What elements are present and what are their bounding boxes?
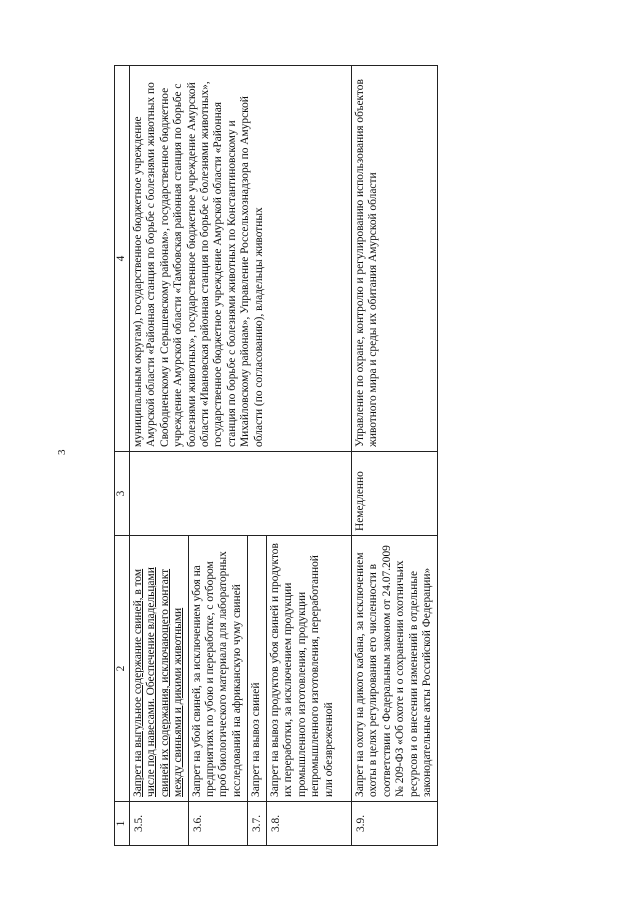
- measure-cell: Запрет на вывоз свиней: [247, 536, 266, 802]
- term-cell: Немедленно: [352, 452, 438, 536]
- table-row: [352, 66, 438, 846]
- table-row: [130, 66, 189, 846]
- header-col-2: 2: [115, 536, 130, 802]
- measure-cell: Запрет на убой свиней, за исключением убоя на предприятиях по убою и переработке, с отбором проб биологического материала для лабораторных исследований на африканскую чуму свиней: [188, 536, 247, 802]
- row-number: 3.8.: [267, 802, 352, 846]
- rotated-table-container: [114, 66, 438, 846]
- measure-cell: [130, 536, 189, 802]
- measure-cell: Запрет на охоту на дикого кабана, за исключением охоты в целях регулирования его численности в соответствии с Федеральным законом от 24.07.2009 № 209-ФЗ «Об охоте и о сохранении охотничьих ресурсов и о внесении изменений в отдельные законодательные акты Российской Федерации»: [352, 536, 438, 802]
- row-number: 3.5.: [130, 802, 189, 846]
- row-number: 3.6.: [188, 802, 247, 846]
- responsible-cell: Управление по охране, контролю и регулированию использования объектов животного мира и среды их обитания Амурской области: [352, 66, 438, 452]
- responsible-cell: муниципальным округам), государственное бюджетное учреждение Амурской области «Районная станция по борьбе с болезнями животных по Свободненскому и Серышевскому районам», государственное бюджетное учреждение Амурской области «Тамбовская районная станция по борьбе с болезнями животных», государственное бюджетное учреждение Амурской области «Ивановская районная станция по борьбе с болезнями животных», государственное бюджетное учреждение Амурской области «Районная станция по борьбе с болезнями животных по Константиновскому и Михайловскому районам», Управление Россельхознадзора по Амурской области (по согласованию), владельцы животных: [130, 66, 352, 452]
- measure-text: Запрет на выгульное содержание свиней, в том числе под навесами. Обеспечение владельцами свиней их содержания, исключающего контакт между свиньями и дикими животными: [132, 567, 185, 797]
- header-col-4: 4: [115, 66, 130, 452]
- header-col-3: 3: [115, 452, 130, 536]
- term-cell: [130, 452, 352, 536]
- row-number: 3.7.: [247, 802, 266, 846]
- measures-table: [114, 65, 438, 846]
- row-number: 3.9.: [352, 802, 438, 846]
- page-number: 3: [56, 449, 68, 455]
- measure-cell: Запрет на вывоз продуктов убоя свиней и продуктов их переработки, за исключением продукции промышленного изготовления, продукции непромышленного изготовления, переработанной или обезвреженной: [267, 536, 352, 802]
- header-col-1: 1: [115, 802, 130, 846]
- table-header-row: [115, 66, 130, 846]
